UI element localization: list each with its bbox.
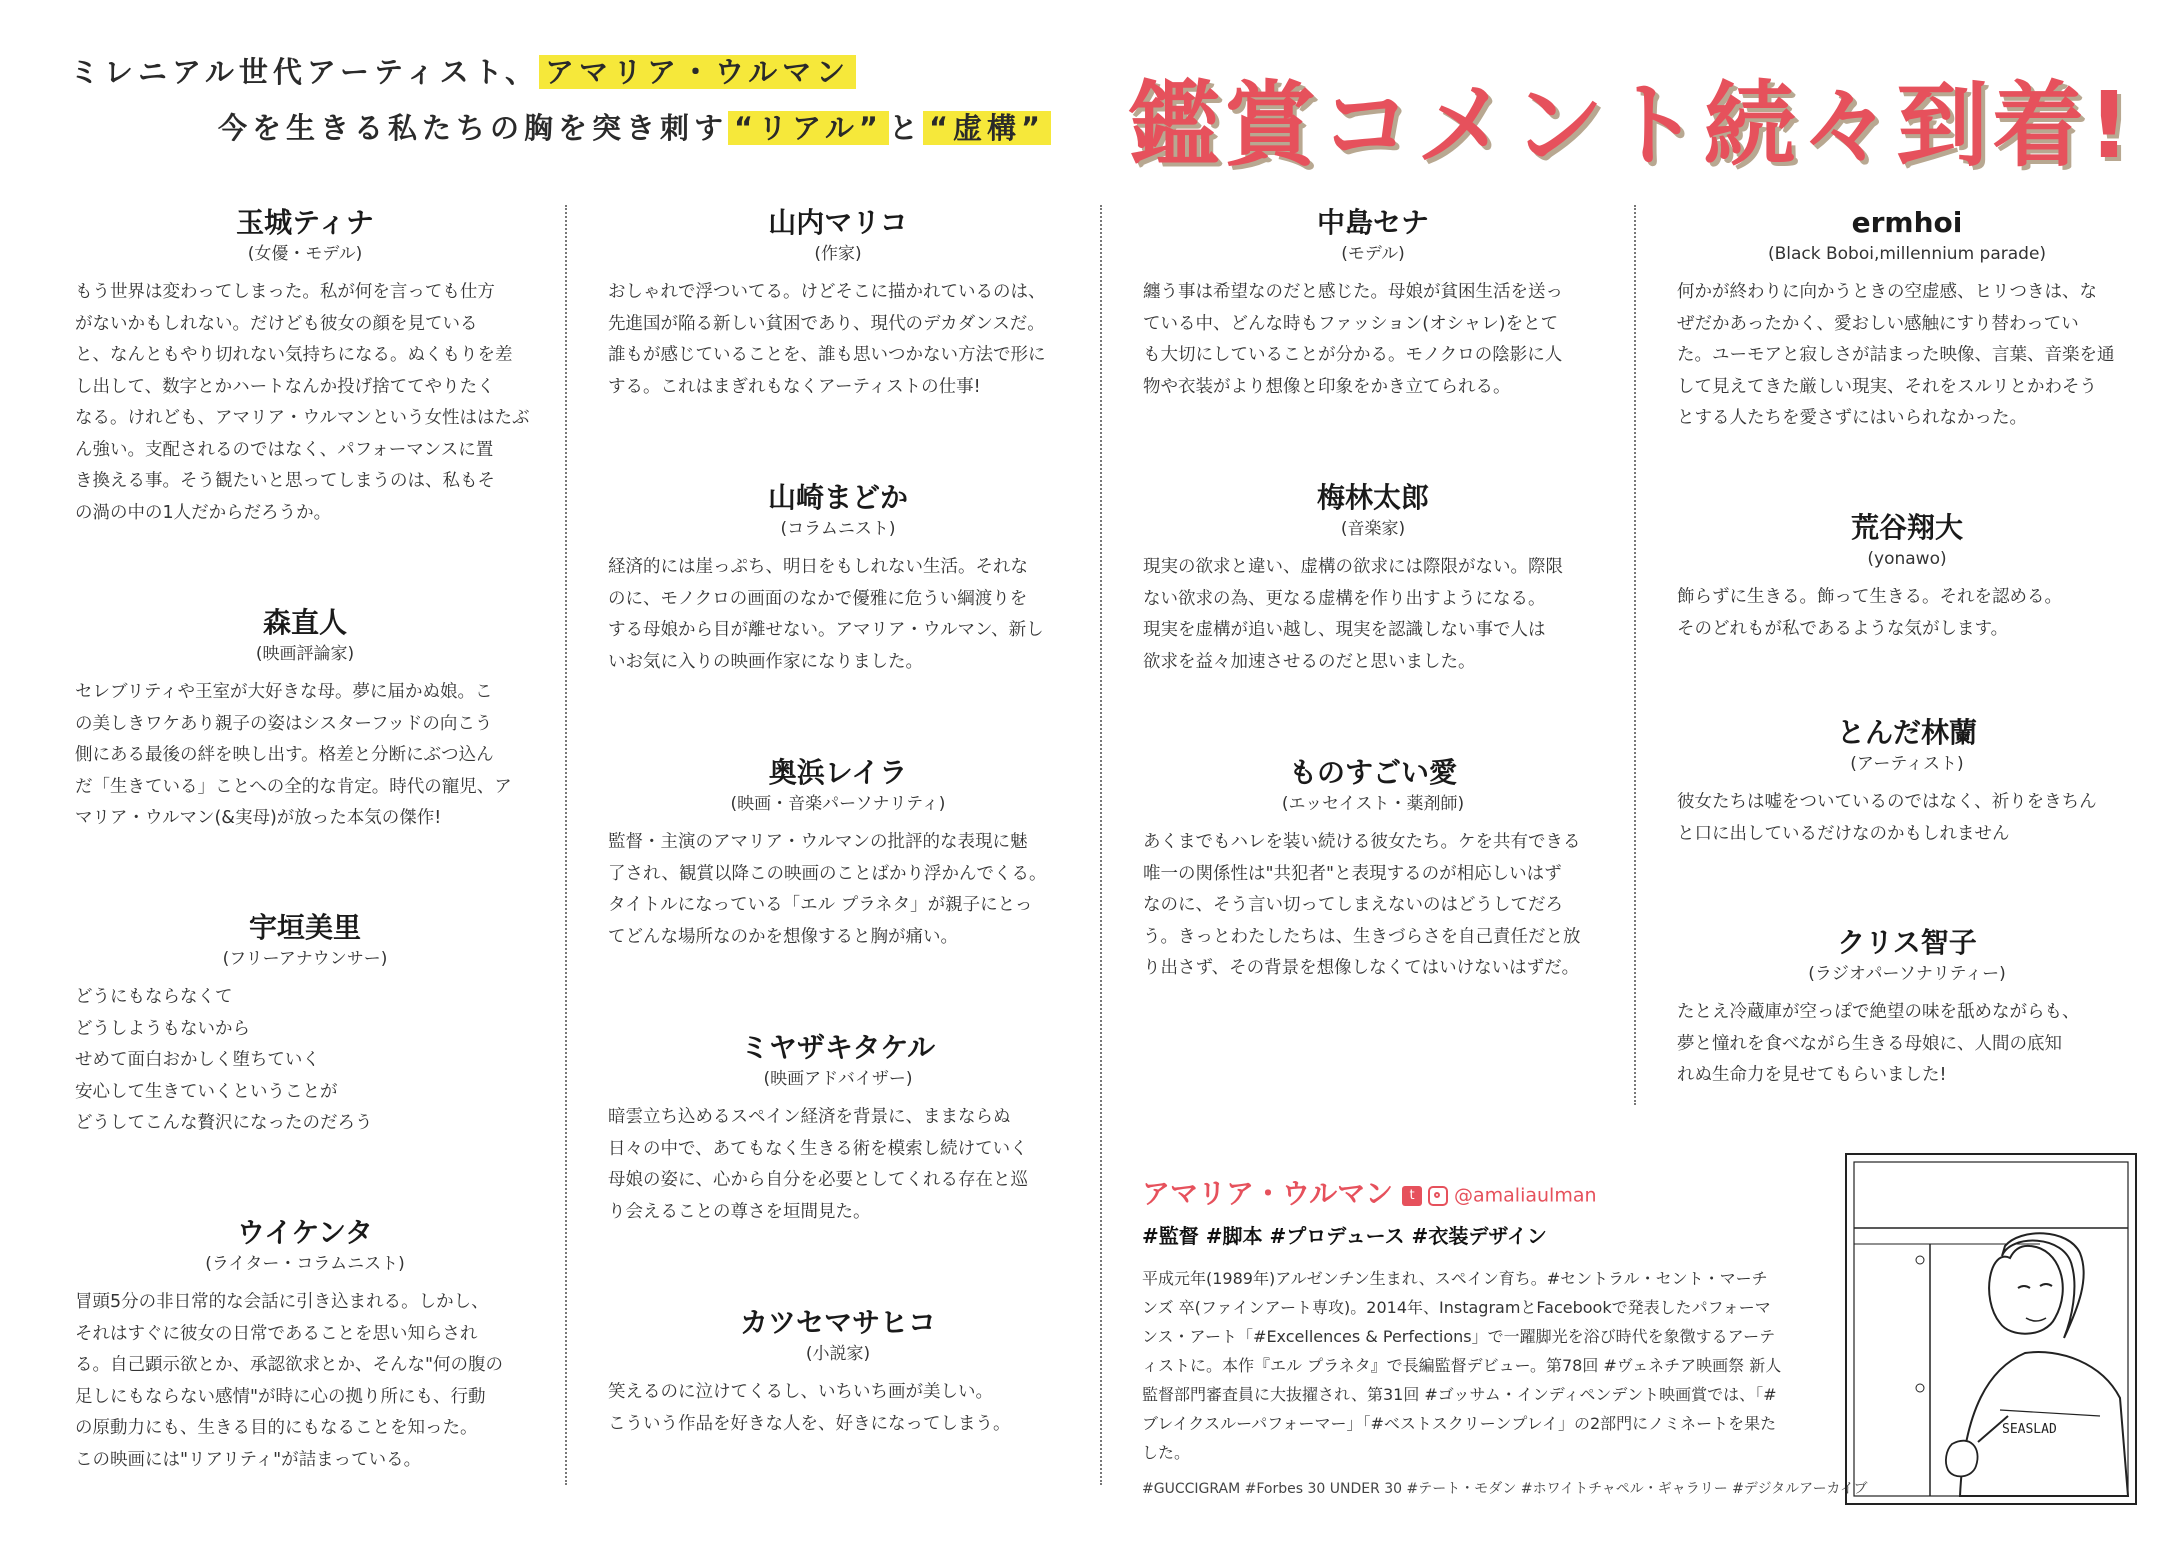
column-divider [1634,205,1636,1105]
commenter-name: 森直人 [262,606,347,639]
tagline-mid: と [888,111,923,145]
hoodie-print: SEASLAD [2002,1422,2057,1437]
comment-text: たとえ冷蔵庫が空っぽで絶望の味を舐めながらも、 夢と憧れを食べながら生きる母娘に、人間の底知 れぬ生命力を見せてもらいました! [1677,1002,2080,1085]
comment-text: セレブリティや王室が大好きな母。夢に届かぬ娘。こ の美しきワケあり親子の姿はシスターフッドの向こう 側にある最後の絆を映し出す。格差と分断にぶつ込ん だ「生きている」ことへの全的な肯定。時代の寵児、ア マリア・ウルマン(&実母)が放った本気の傑作! [75,682,512,828]
commenter-name: 玉城ティナ [236,206,374,239]
tagline-line-2 [218,106,1051,147]
commenter-name: 宇垣美里 [248,911,361,944]
comment-entry [75,205,535,529]
profile-footer-tags: #GUCCIGRAM #Forbes 30 UNDER 30 #テート・モダン #ホワイトチャペル・ギャラリー #デジタルアーカイブ [1142,1481,1868,1497]
commenter-role: (ラジオパーソナリティー) [1808,964,2006,984]
commenter-name: クリス智子 [1837,926,1977,959]
comment-text: 冒頭5分の非日常的な会話に引き込まれる。しかし、 それはすぐに彼女の日常であることを思い知らされ る。自己顕示欲とか、承認欲求とか、そんな"何の腹の 足しにもならない感情"が時に心の拠り所にも、行動 の原動力にも、生きる目的にもなることを知った。 この映画には"リアリティ"が詰まっている。 [75,1292,504,1470]
page-title: 鑑賞コメント続々到着! [1128,72,2134,179]
tagline-prefix: ミレニアル世代アーティスト、 [70,55,540,89]
commenter-role: (yonawo) [1867,549,1947,569]
comment-text: 現実の欲求と違い、虚構の欲求には際限がない。際限 ない欲求の為、更なる虚構を作り出すようになる。 現実を虚構が追い越し、現実を認識しない事で人は 欲求を益々加速させるのだと思いました。 [1143,557,1563,672]
comment-entry [608,480,1068,678]
comment-text: 飾らずに生きる。飾って生きる。それを認める。 そのどれもが私であるような気がします。 [1677,587,2062,639]
comment-text: もう世界は変わってしまった。私が何を言っても仕方 がないかもしれない。だけども彼女の顔を見ている と、なんともやり切れない気持ちになる。ぬくもりを差 し出して、数字とかハートなんか投げ捨ててやりたく なる。けれども、アマリア・ウルマンという女性ははたぶ ん強い。支配されるのではなく、パフォーマンスに置 き換える事。そう観たいと思ってしまうのは、私もそ の渦の中の1人だからだろうか。 [75,282,530,523]
comment-text: 纏う事は希望なのだと感じた。母娘が貧困生活を送っ ている中、どんな時もファッション(オシャレ)をとて も大切にしていることが分かる。モノクロの陰影に人 物や衣装がより想像と印象をかき立てられる。 [1143,282,1563,397]
comment-text: 監督・主演のアマリア・ウルマンの批評的な表現に魅 了され、観賞以降この映画のことばかり浮かんでくる。 タイトルになっている「エル プラネタ」が親子にとっ てどんな場所なのかを想像すると胸が痛い。 [608,832,1047,947]
commenter-role: (アーティスト) [1850,754,1964,774]
commenter-name: 山内マリコ [768,206,908,239]
commenter-name: 中島セナ [1316,206,1429,239]
tagline-highlight-real: “リアル” [728,111,889,145]
commenter-role: (Black Boboi,millennium parade) [1767,244,2047,264]
comment-entry [608,755,1068,953]
social-links [1402,1182,1597,1207]
commenter-role: (ライター・コラムニスト) [205,1254,405,1274]
hand [1946,1441,1978,1477]
commenter-role: (映画アドバイザー) [763,1069,913,1089]
column-divider [565,205,567,1485]
commenter-name: ミヤザキタケル [740,1031,936,1064]
comment-entry [1143,755,1603,985]
comment-entry [608,1030,1068,1228]
commenter-role: (エッセイスト・薬剤師) [1281,794,1465,814]
social-handle[interactable]: @amaliaulman [1454,1184,1597,1207]
tagline-prefix-2: 今を生きる私たちの胸を突き刺す [218,111,729,145]
commenter-name: ものすごい愛 [1288,756,1457,789]
comment-entry [75,605,535,835]
comment-text: 彼女たちは嘘をついているのではなく、祈りをきちん と口に出しているだけなのかもしれません [1677,792,2097,844]
commenter-name: 荒谷翔大 [1850,511,1963,544]
comment-entry [75,1215,535,1476]
twitter-icon[interactable]: t [1402,1186,1422,1206]
commenter-name: 梅林太郎 [1316,481,1429,514]
artist-bio: 平成元年(1989年)アルゼンチン生まれ、スペイン育ち。#セントラル・セント・マーチンズ 卒(ファインアート専攻)。2014年、InstagramとFacebookで発表したパフォーマンス・アート「#Excellences & Perfections」で一躍脚光を浴び時代を象徴するアーティストに。本作『エル プラネタ』で長編監督デビュー。第78回 #ヴェネチア映画祭 新人監督部門審査員に大抜擢され、第31回 #ゴッサム・インディペンデント映画賞では、「#ブレイクスルーパフォーマー」「#ベストスクリーンプレイ」の2部門にノミネートを果たした。 [1142,1269,1782,1462]
comment-entry [1677,510,2137,645]
commenter-role: (小説家) [805,1344,871,1364]
comment-text: どうにもならなくて どうしようもないから せめて面白おかしく堕ちていく 安心して生きていくということが どうしてこんな贅沢になったのだろう [75,987,373,1133]
tagline-highlight: アマリア・ウルマン [539,55,856,89]
comment-entry [75,910,535,1140]
face [1989,1246,2063,1334]
comment-text: 経済的には崖っぷち、明日をもしれない生活。それな のに、モノクロの画面のなかで優雅に危うい綱渡りを する母娘から目が離せない。アマリア・ウルマン、新し いお気に入りの映画作家になりました。 [608,557,1044,672]
comment-text: 暗雲立ち込めるスペイン経済を背景に、ままならぬ 日々の中で、あてもなく生きる術を模索し続けていく 母娘の姿に、心から自分を必要としてくれる存在と巡 り会えることの尊さを垣間見た。 [608,1107,1028,1222]
commenter-name: 山崎まどか [767,481,908,514]
comment-text: おしゃれで浮ついてる。けどそこに描かれているのは、 先進国が陥る新しい貧困であり、現代のデカダンスだ。 誰もが感じていることを、誰も思いつかない方法で形に する。これはまぎれもなくアーティストの仕事! [608,282,1046,397]
comment-text: 何かが終わりに向かうときの空虚感、ヒリつきは、な ぜだかあったかく、愛おしい感触にすり替わってい た。ユーモアと寂しさが詰まった映像、言葉、音楽を通 して見えてきた厳しい現実、それをスルリとかわそう とする人たちを愛さずにはいられなかった。 [1677,282,2115,428]
commenter-role: (音楽家) [1340,519,1406,539]
commenter-role: (作家) [814,244,862,264]
comment-entry [608,205,1068,403]
artist-name: アマリア・ウルマン [1142,1177,1394,1210]
commenter-name: 奥浜レイラ [768,756,908,789]
commenter-name: ermhoi [1851,206,1963,239]
commenter-role: (フリーアナウンサー) [222,949,388,969]
comment-entry [1677,715,2137,850]
commenter-role: (映画・音楽パーソナリティ) [730,794,946,814]
comment-entry [1143,205,1603,403]
artist-profile [1142,1172,1868,1512]
commenter-name: とんだ林蘭 [1836,716,1977,749]
comment-text: あくまでもハレを装い続ける彼女たち。ケを共有できる 唯一の関係性は"共犯者"と表現するのが相応しいはず なのに、そう言い切ってしまえないのはどうしてだろ う。きっとわたしたちは、生きづらさを自己責任だと放 り出さず、その背景を想像しなくてはいけないはずだ。 [1143,832,1581,978]
commenter-role: (映画評論家) [255,644,355,664]
column-divider [1100,205,1102,1485]
artist-role-tags: #監督 #脚本 #プロデュース #衣装デザイン [1142,1224,1547,1248]
comment-entry [608,1305,1068,1440]
comment-entry [1677,205,2137,435]
commenter-role: (女優・モデル) [247,244,363,264]
instagram-icon[interactable] [1428,1186,1448,1206]
commenter-name: ウイケンタ [236,1216,374,1249]
commenter-role: (モデル) [1341,244,1405,264]
artist-illustration [1840,1148,2142,1510]
comment-entry [1143,480,1603,678]
comment-text: 笑えるのに泣けてくるし、いちいち画が美しい。 こういう作品を好きな人を、好きになってしまう。 [608,1382,1011,1434]
commenter-name: カツセマサヒコ [739,1306,936,1339]
tagline-line-1 [70,50,856,91]
tagline-highlight-fiction: “虚構” [923,111,1051,145]
header-tagline [70,50,1090,160]
commenter-role: (コラムニスト) [780,519,896,539]
comment-entry [1677,925,2137,1092]
